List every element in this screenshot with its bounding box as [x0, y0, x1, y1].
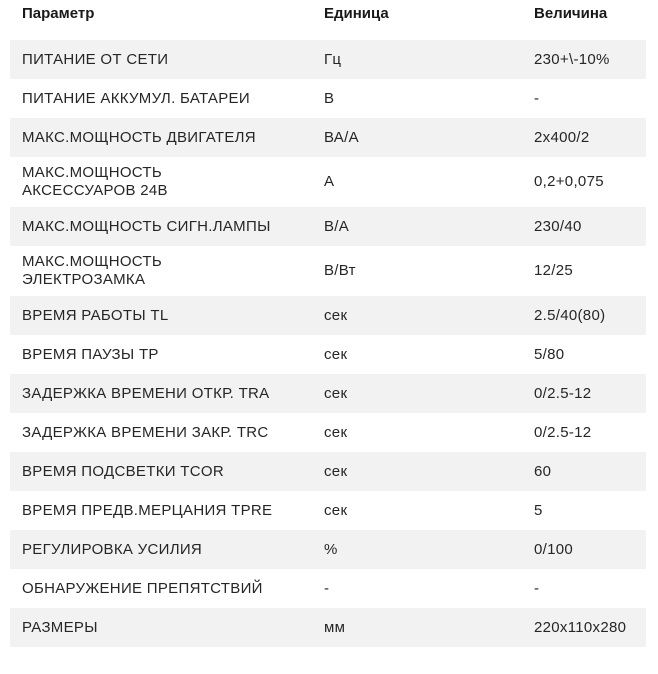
cell-unit: Гц [312, 40, 522, 79]
table-row [10, 569, 646, 608]
table-row [10, 530, 646, 569]
table-row [10, 608, 646, 647]
cell-value: 60 [522, 452, 646, 491]
cell-unit: сек [312, 335, 522, 374]
cell-unit: мм [312, 608, 522, 647]
cell-param: ЗАДЕРЖКА ВРЕМЕНИ ЗАКР. TRC [10, 413, 312, 452]
cell-value: 0/2.5-12 [522, 413, 646, 452]
cell-param: МАКС.МОЩНОСТЬ ДВИГАТЕЛЯ [10, 118, 312, 157]
cell-value: - [522, 569, 646, 608]
table-row [10, 335, 646, 374]
table-header-row [10, 0, 646, 26]
cell-param: ВРЕМЯ РАБОТЫ TL [10, 296, 312, 335]
table-row [10, 296, 646, 335]
cell-value: 230/40 [522, 207, 646, 246]
table-row [10, 207, 646, 246]
table-row [10, 157, 646, 207]
cell-param: ПИТАНИЕ АККУМУЛ. БАТАРЕИ [10, 79, 312, 118]
cell-param: ВРЕМЯ ПОДСВЕТКИ TCOR [10, 452, 312, 491]
header-param: Параметр [22, 4, 95, 22]
cell-unit: сек [312, 374, 522, 413]
table-row [10, 491, 646, 530]
cell-param: МАКС.МОЩНОСТЬ ЭЛЕКТРОЗАМКА [10, 246, 312, 296]
cell-value: 5 [522, 491, 646, 530]
cell-value: 12/25 [522, 246, 646, 296]
table-row [10, 246, 646, 296]
cell-param: ОБНАРУЖЕНИЕ ПРЕПЯТСТВИЙ [10, 569, 312, 608]
cell-unit: А [312, 157, 522, 207]
cell-param: ЗАДЕРЖКА ВРЕМЕНИ ОТКР. TRA [10, 374, 312, 413]
cell-param: ПИТАНИЕ ОТ СЕТИ [10, 40, 312, 79]
header-gap [10, 26, 646, 40]
table-row [10, 374, 646, 413]
table-row [10, 452, 646, 491]
cell-value: 220x110x280 [522, 608, 646, 647]
cell-value: 230+\-10% [522, 40, 646, 79]
cell-unit: В/Вт [312, 246, 522, 296]
cell-value: 0/100 [522, 530, 646, 569]
cell-unit: В [312, 79, 522, 118]
cell-param: РАЗМЕРЫ [10, 608, 312, 647]
cell-value: 2х400/2 [522, 118, 646, 157]
table-row [10, 40, 646, 79]
cell-unit: сек [312, 491, 522, 530]
cell-value: 2.5/40(80) [522, 296, 646, 335]
table-row [10, 413, 646, 452]
cell-unit: сек [312, 413, 522, 452]
header-unit: Единица [324, 4, 389, 22]
cell-unit: В/А [312, 207, 522, 246]
cell-param: МАКС.МОЩНОСТЬ СИГН.ЛАМПЫ [10, 207, 312, 246]
cell-param: ВРЕМЯ ПРЕДВ.МЕРЦАНИЯ TPRE [10, 491, 312, 530]
cell-param: ВРЕМЯ ПАУЗЫ TP [10, 335, 312, 374]
cell-param: РЕГУЛИРОВКА УСИЛИЯ [10, 530, 312, 569]
cell-value: 5/80 [522, 335, 646, 374]
cell-param: МАКС.МОЩНОСТЬ АКСЕССУАРОВ 24В [10, 157, 312, 207]
cell-unit: сек [312, 296, 522, 335]
table-row [10, 79, 646, 118]
cell-unit: - [312, 569, 522, 608]
cell-unit: сек [312, 452, 522, 491]
cell-unit: % [312, 530, 522, 569]
table-row [10, 118, 646, 157]
cell-unit: ВА/А [312, 118, 522, 157]
spec-table [10, 0, 646, 647]
cell-value: - [522, 79, 646, 118]
cell-value: 0/2.5-12 [522, 374, 646, 413]
cell-value: 0,2+0,075 [522, 157, 646, 207]
header-value: Величина [534, 4, 608, 22]
